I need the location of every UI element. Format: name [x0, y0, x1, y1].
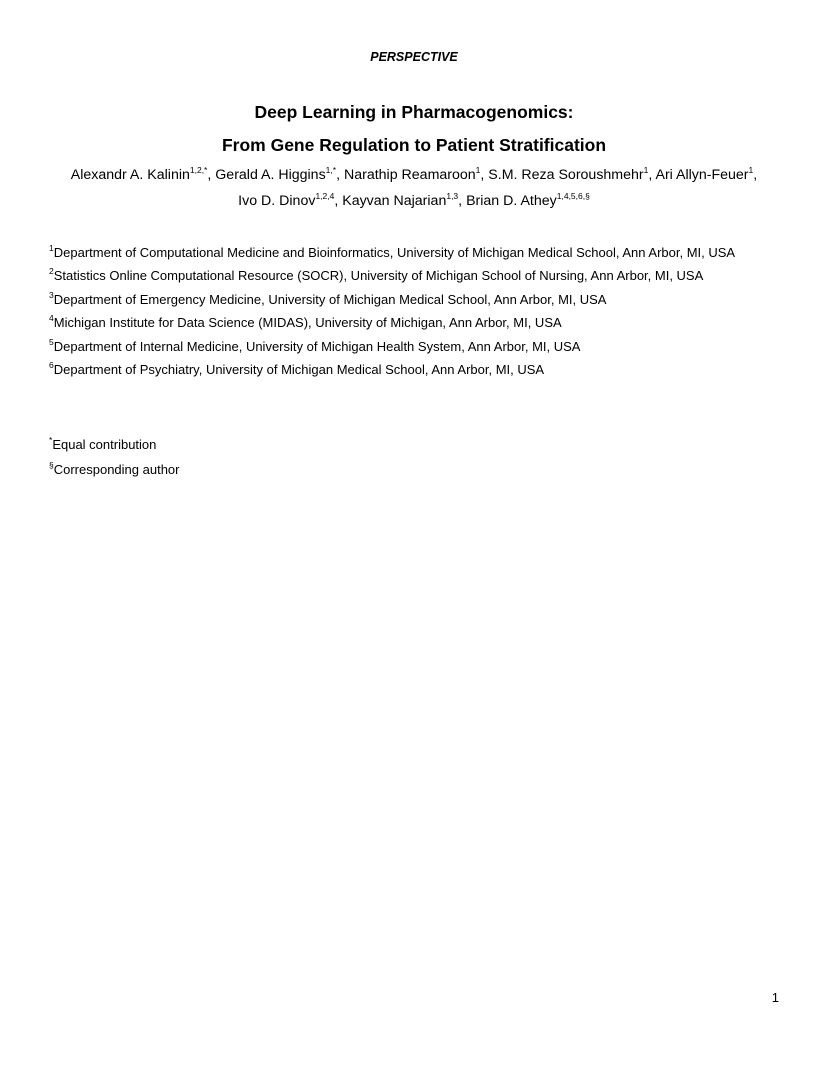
affiliation-number: 1	[49, 243, 54, 253]
author-name: Kayvan Najarian	[342, 193, 447, 209]
paper-title-line-1: Deep Learning in Pharmacogenomics:	[254, 102, 574, 122]
affiliation-text: Statistics Online Computational Resource (SOCR), University of Michigan School of Nursing, Ann Arbor, MI, USA	[53, 268, 704, 284]
author-separator: ,	[480, 167, 489, 183]
section-label: PERSPECTIVE	[370, 50, 458, 64]
author-name: Gerald A. Higgins	[215, 167, 326, 183]
author-name: Narathip Reamaroon	[343, 167, 476, 183]
author-separator: ,	[336, 167, 344, 183]
affiliation-item	[49, 335, 735, 358]
affiliation-number: 6	[49, 360, 54, 371]
affiliation-item	[49, 264, 735, 287]
author-affiliation-marker: 1,2,4	[315, 191, 335, 201]
author-separator: ,	[334, 193, 343, 209]
footnote-text: Corresponding author	[53, 462, 180, 477]
author-separator: ,	[753, 167, 758, 183]
author-name: Ivo D. Dinov	[238, 193, 316, 209]
affiliation-text: Department of Computational Medicine and Bioinformatics, University of Michigan Medical School, Ann Arbor, MI, USA	[53, 245, 736, 260]
affiliation-list	[49, 241, 735, 381]
author-name: S.M. Reza Soroushmehr	[488, 167, 644, 183]
author-affiliation-marker: 1,3	[446, 191, 459, 201]
author-affiliation-marker: 1,4,5,6,§	[556, 191, 590, 201]
author-name: Brian D. Athey	[466, 193, 557, 209]
author-affiliation-marker: 1,2,*	[189, 165, 208, 175]
author-name: Ari Allyn-Feuer	[655, 167, 749, 183]
author-separator: ,	[458, 193, 467, 209]
author-affiliation-marker: 1,*	[325, 165, 337, 175]
affiliation-item	[49, 288, 735, 311]
page-number: 1	[771, 990, 779, 1005]
affiliation-number: 3	[49, 289, 54, 300]
author-separator: ,	[207, 167, 216, 183]
author-name: Alexandr A. Kalinin	[70, 167, 190, 183]
author-affiliation-marker: 1	[475, 165, 481, 175]
author-affiliation-marker: 1	[748, 165, 754, 175]
footnote-symbol: §	[49, 460, 54, 470]
author-list-line-1	[0, 167, 828, 183]
affiliation-text: Department of Internal Medicine, University of Michigan Health System, Ann Arbor, MI, USA	[53, 338, 581, 354]
affiliation-number: 4	[49, 313, 54, 324]
affiliation-item	[49, 358, 735, 381]
author-list-line-2	[0, 193, 828, 209]
paper-title-line-2: From Gene Regulation to Patient Stratification	[221, 135, 607, 155]
affiliation-number: 5	[49, 336, 54, 347]
footnote-equal-contribution	[49, 432, 179, 457]
author-affiliation-marker: 1	[643, 165, 649, 175]
affiliation-text: Michigan Institute for Data Science (MIDAS), University of Michigan, Ann Arbor, MI, USA	[53, 315, 562, 331]
footnote-text: Equal contribution	[52, 437, 157, 452]
footnote-list	[49, 432, 179, 482]
footnote-symbol: *	[49, 435, 53, 445]
affiliation-item	[49, 241, 735, 264]
footnote-corresponding-author	[49, 457, 179, 482]
affiliation-item	[49, 311, 735, 334]
affiliation-number: 2	[49, 266, 54, 277]
affiliation-text: Department of Emergency Medicine, University of Michigan Medical School, Ann Arbor, MI, USA	[53, 291, 607, 307]
author-separator: ,	[648, 167, 656, 183]
affiliation-text: Department of Psychiatry, University of Michigan Medical School, Ann Arbor, MI, USA	[53, 362, 545, 378]
